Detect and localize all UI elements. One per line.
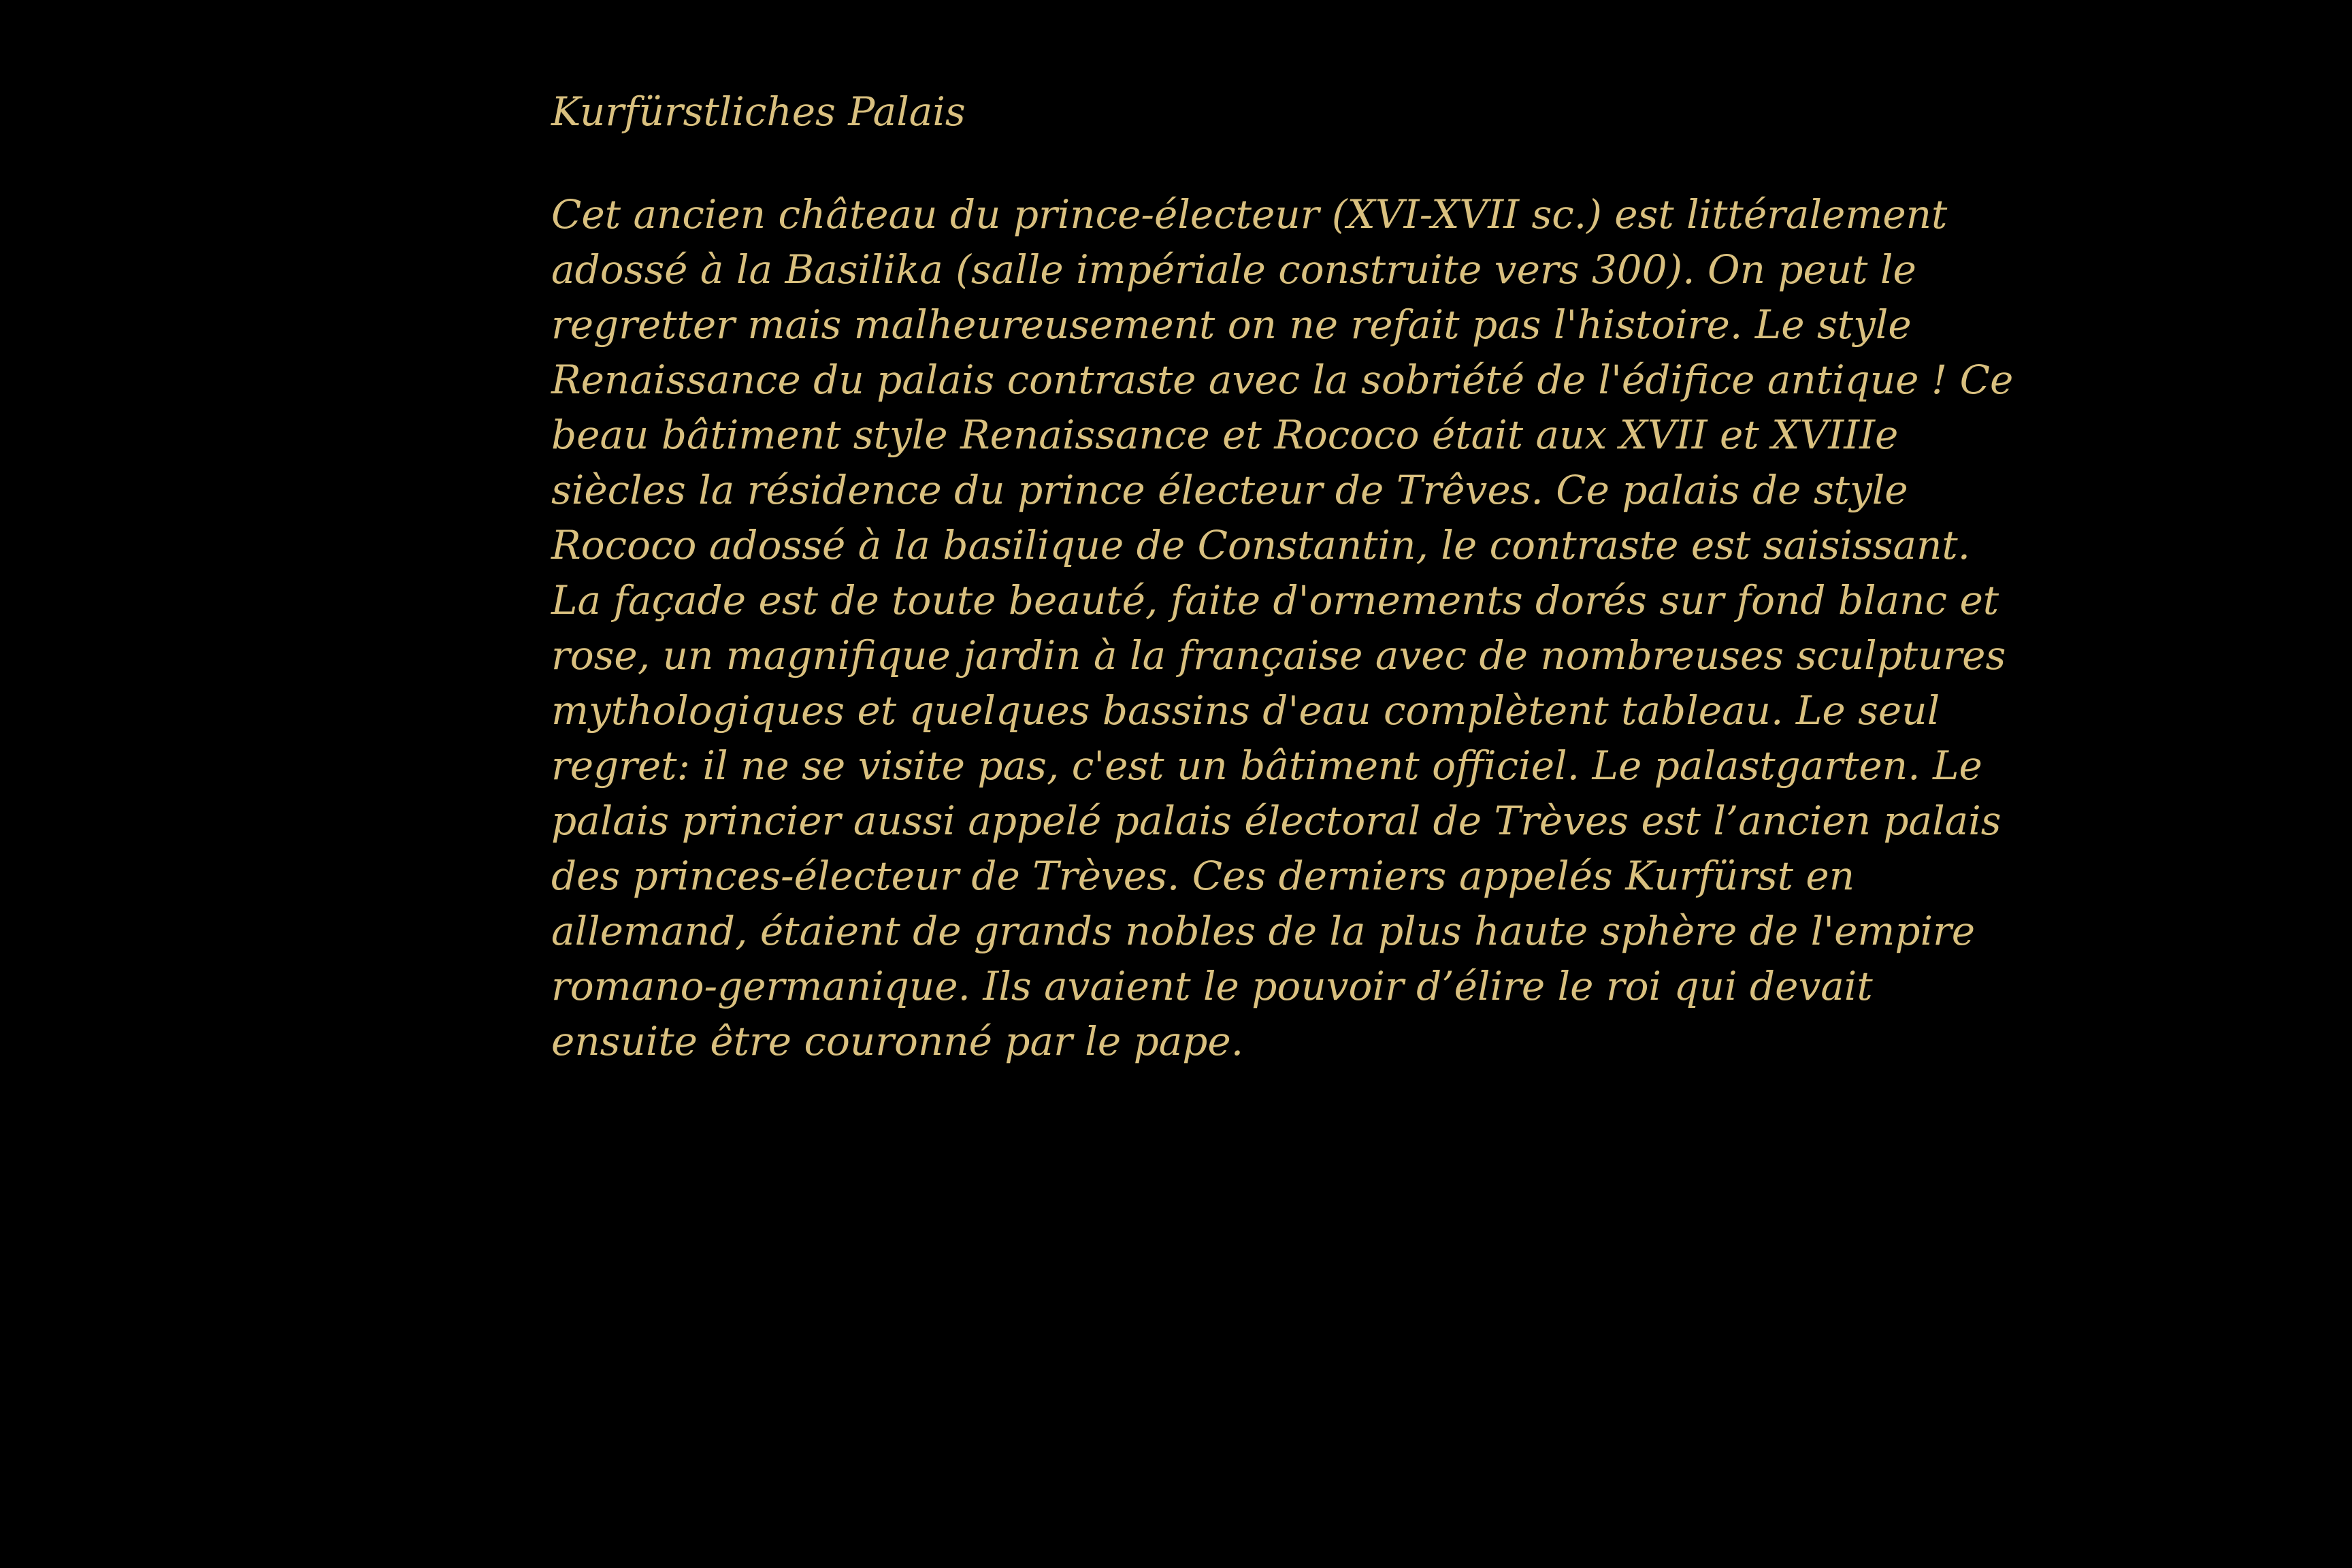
- text-block: [551, 80, 2014, 1069]
- body-line: ensuite être couronné par le pape.: [551, 1018, 1244, 1064]
- body-line: regret: il ne se visite pas, c'est un bâtiment officiel. Le palastgarten. Le: [551, 742, 1982, 789]
- body-line: Renaissance du palais contraste avec la sobriété de l'édifice antique ! Ce: [551, 357, 2014, 403]
- body-line: beau bâtiment style Renaissance et Rococo était aux XVII et XVIIIe: [551, 412, 1899, 458]
- body-line: Rococo adossé à la basilique de Constantin, le contraste est saisissant.: [551, 522, 1971, 568]
- body-line: regretter mais malheureusement on ne refait pas l'histoire. Le style: [551, 301, 1912, 348]
- body-line: palais princier aussi appelé palais électoral de Trèves est l’ancien palais: [551, 798, 2002, 844]
- body-paragraph: [551, 187, 2014, 1069]
- page-title: Kurfürstliches Palais: [551, 88, 966, 135]
- body-line: siècles la résidence du prince électeur de Trêves. Ce palais de style: [551, 467, 1908, 513]
- body-line: allemand, étaient de grands nobles de la plus haute sphère de l'empire: [551, 908, 1976, 954]
- body-line: romano-germanique. Ils avaient le pouvoir d’élire le roi qui devait: [551, 963, 1873, 1009]
- body-line: adossé à la Basilika (salle impériale construite vers 300). On peut le: [551, 246, 1916, 293]
- body-line: rose, un magnifique jardin à la française avec de nombreuses sculptures: [551, 632, 2006, 679]
- body-line: mythologiques et quelques bassins d'eau complètent tableau. Le seul: [551, 687, 1940, 734]
- body-line: Cet ancien château du prince-électeur (XVI-XVII sc.) est littéralement: [551, 191, 1948, 238]
- body-line: des princes-électeur de Trèves. Ces derniers appelés Kurfürst en: [551, 853, 1855, 899]
- body-line: La façade est de toute beauté, faite d'ornements dorés sur fond blanc et: [551, 577, 1999, 623]
